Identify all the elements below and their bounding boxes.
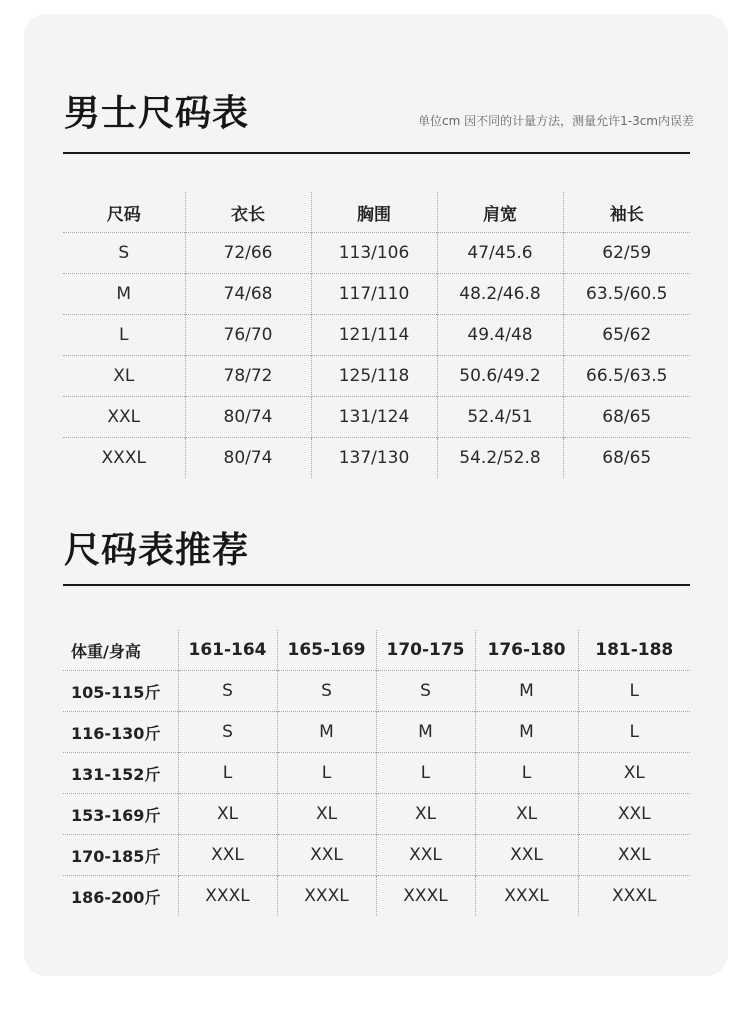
size-cell: XL [63, 356, 185, 397]
size-cell: XXL [63, 397, 185, 438]
size-chart-title: 男士尺码表 [64, 93, 250, 134]
recommended-size-cell: XXXL [578, 876, 690, 917]
recommended-size-cell: L [277, 753, 376, 794]
measurement-note: 单位cm 因不同的计量方法，测量允许1-3cm内误差 [418, 114, 694, 128]
header-height-range: 161-164 [178, 630, 277, 671]
header-chest: 胸围 [311, 192, 437, 233]
chest-cell: 131/124 [311, 397, 437, 438]
chest-cell: 121/114 [311, 315, 437, 356]
header-sleeve: 袖长 [563, 192, 690, 233]
recommended-size-cell: M [475, 712, 578, 753]
weight-range-cell: 186-200斤 [63, 876, 178, 917]
shoulder-cell: 50.6/49.2 [437, 356, 563, 397]
weight-range-cell: 131-152斤 [63, 753, 178, 794]
recommended-size-cell: M [277, 712, 376, 753]
shoulder-cell: 49.4/48 [437, 315, 563, 356]
size-cell: M [63, 274, 185, 315]
shoulder-cell: 48.2/46.8 [437, 274, 563, 315]
recommendation-header-row [63, 630, 690, 671]
sleeve-cell: 65/62 [563, 315, 690, 356]
table-row [63, 315, 690, 356]
recommended-size-cell: XXXL [475, 876, 578, 917]
size-chart-header-row [63, 192, 690, 233]
recommended-size-cell: XXL [277, 835, 376, 876]
header-height-range: 170-175 [376, 630, 475, 671]
table-row [63, 835, 690, 876]
recommendation-table [63, 630, 690, 916]
length-cell: 76/70 [185, 315, 311, 356]
recommended-size-cell: XXXL [376, 876, 475, 917]
recommended-size-cell: L [475, 753, 578, 794]
recommended-size-cell: M [475, 671, 578, 712]
recommendation-divider [63, 584, 690, 586]
recommended-size-cell: L [578, 712, 690, 753]
table-row [63, 876, 690, 917]
recommended-size-cell: XL [376, 794, 475, 835]
weight-range-cell: 105-115斤 [63, 671, 178, 712]
length-cell: 80/74 [185, 397, 311, 438]
recommended-size-cell: XXL [376, 835, 475, 876]
shoulder-cell: 54.2/52.8 [437, 438, 563, 479]
weight-range-cell: 153-169斤 [63, 794, 178, 835]
recommended-size-cell: S [178, 671, 277, 712]
size-cell: XXXL [63, 438, 185, 479]
recommended-size-cell: XXL [578, 794, 690, 835]
shoulder-cell: 47/45.6 [437, 233, 563, 274]
recommended-size-cell: L [578, 671, 690, 712]
size-chart-table [63, 192, 690, 478]
recommended-size-cell: XXXL [277, 876, 376, 917]
length-cell: 72/66 [185, 233, 311, 274]
recommendation-title: 尺码表推荐 [64, 530, 250, 571]
recommended-size-cell: XL [578, 753, 690, 794]
header-size: 尺码 [106, 204, 141, 225]
header-length: 衣长 [185, 192, 311, 233]
recommended-size-cell: XXL [475, 835, 578, 876]
header-height-range: 165-169 [277, 630, 376, 671]
table-row [63, 397, 690, 438]
table-row [63, 233, 690, 274]
chest-cell: 137/130 [311, 438, 437, 479]
recommended-size-cell: XXXL [178, 876, 277, 917]
table-row [63, 712, 690, 753]
sleeve-cell: 68/65 [563, 397, 690, 438]
recommended-size-cell: S [376, 671, 475, 712]
table-row [63, 438, 690, 479]
chest-cell: 113/106 [311, 233, 437, 274]
recommended-size-cell: S [277, 671, 376, 712]
recommended-size-cell: XL [178, 794, 277, 835]
recommended-size-cell: XL [475, 794, 578, 835]
table-row [63, 356, 690, 397]
table-row [63, 274, 690, 315]
recommended-size-cell: XXL [578, 835, 690, 876]
header-weight-height: 体重/身高 [71, 641, 141, 661]
weight-range-cell: 116-130斤 [63, 712, 178, 753]
header-shoulder: 肩宽 [437, 192, 563, 233]
length-cell: 78/72 [185, 356, 311, 397]
sleeve-cell: 68/65 [563, 438, 690, 479]
chest-cell: 117/110 [311, 274, 437, 315]
recommended-size-cell: XXL [178, 835, 277, 876]
recommended-size-cell: L [178, 753, 277, 794]
recommended-size-cell: L [376, 753, 475, 794]
size-cell: S [63, 233, 185, 274]
table-row [63, 753, 690, 794]
sleeve-cell: 63.5/60.5 [563, 274, 690, 315]
table-row [63, 671, 690, 712]
sleeve-cell: 66.5/63.5 [563, 356, 690, 397]
table-row [63, 794, 690, 835]
length-cell: 80/74 [185, 438, 311, 479]
recommended-size-cell: M [376, 712, 475, 753]
chest-cell: 125/118 [311, 356, 437, 397]
recommended-size-cell: XL [277, 794, 376, 835]
recommended-size-cell: S [178, 712, 277, 753]
weight-range-cell: 170-185斤 [63, 835, 178, 876]
shoulder-cell: 52.4/51 [437, 397, 563, 438]
size-chart-divider [63, 152, 690, 154]
sleeve-cell: 62/59 [563, 233, 690, 274]
header-height-range: 176-180 [475, 630, 578, 671]
size-cell: L [63, 315, 185, 356]
header-height-range: 181-188 [578, 630, 690, 671]
length-cell: 74/68 [185, 274, 311, 315]
